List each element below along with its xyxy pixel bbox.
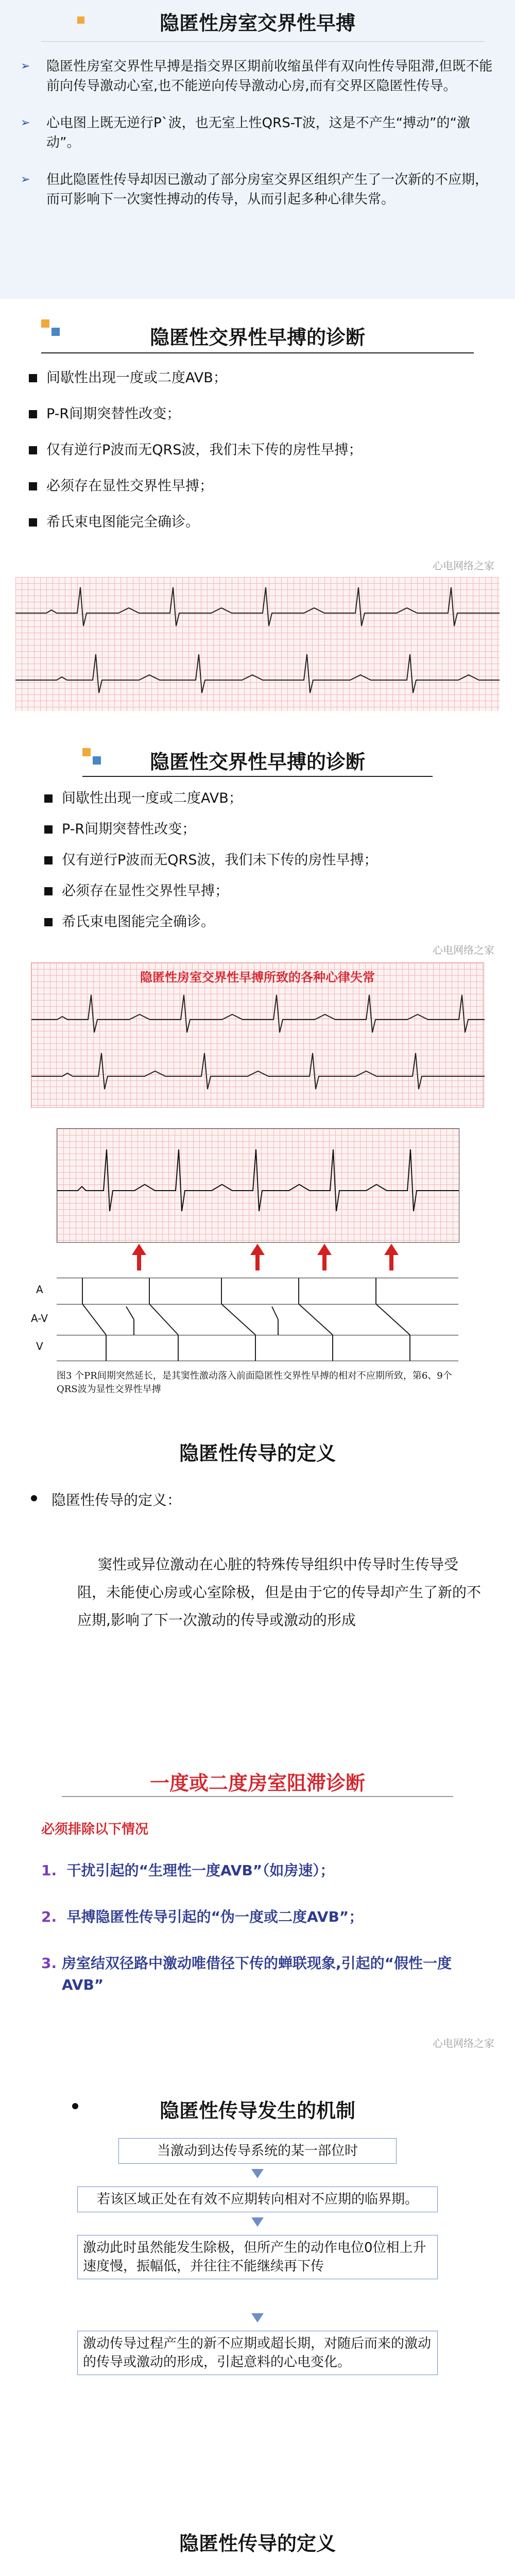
exclusion-item-text: 早搏隐匿性传导引起的“伪一度或二度AVB”； xyxy=(66,1908,364,1925)
s3-bullet xyxy=(62,880,484,903)
s1-bullet-2: 心电图上既无逆行P`波，也无室上性QRS-T波，这是不产生“搏动”的“激动”。 xyxy=(46,115,470,150)
ladder-label-av: A-V xyxy=(31,1312,48,1325)
slide-ladder-diagram xyxy=(0,1123,515,1412)
flow-arrow-icon xyxy=(251,2169,264,2178)
bullet-paragraph xyxy=(21,57,494,96)
exclusion-item-text: 房室结双径路中激动唯借径下传的蝉联现象,引起的“假性一度 AVB” xyxy=(62,1955,452,1993)
s3-bullet xyxy=(62,787,484,810)
watermark-text: 心电网络之家 xyxy=(433,560,494,572)
s2-bullet xyxy=(46,439,484,462)
ladder-lines xyxy=(57,1278,458,1361)
red-arrow-icon xyxy=(132,1244,146,1270)
s2-bullet-text: 间歇性出现一度或二度AVB； xyxy=(46,370,227,386)
flow-step: 激动此时虽然能发生除极，但所产生的动作电位0位相上升速度慢，振幅低，并往往不能继续再下传 xyxy=(77,2235,438,2279)
ladder-label-v: V xyxy=(36,1340,43,1352)
s2-bullet xyxy=(46,367,484,389)
arrow-bullet-icon: ➢ xyxy=(21,116,30,129)
exclusion-subtitle: 必须排除以下情况 xyxy=(41,1822,149,1837)
flow-arrow-icon xyxy=(251,2217,264,2227)
s2-bullet-text: 仅有逆行P波而无QRS波，我们未下传的房性早搏； xyxy=(46,442,363,458)
s3-bullet-text: 仅有逆行P波而无QRS波，我们未下传的房性早搏； xyxy=(62,852,378,868)
s3-bullet-text: P-R间期突替性改变； xyxy=(62,821,196,837)
s3-bullet-text: 必须存在显性交界性早搏； xyxy=(62,883,229,899)
watermark-text: 心电网络之家 xyxy=(433,2037,494,2049)
bullet-paragraph xyxy=(21,170,494,209)
slide3-title: 隐匿性交界性早搏的诊断 xyxy=(149,751,365,773)
ecg-strip-title: 隐匿性房室交界性早搏所致的各种心律失常 xyxy=(140,970,375,985)
watermark-text: 心电网络之家 xyxy=(433,944,494,956)
slide1-title: 隐匿性房室交界性早搏 xyxy=(159,12,355,35)
slide-concealed-conduction-def-1 xyxy=(0,1422,515,1741)
slide2-title: 隐匿性交界性早搏的诊断 xyxy=(149,326,365,349)
flow-step: 若该区域正处在有效不应期转向相对不应期的临界期。 xyxy=(77,2187,438,2212)
exclusion-item: 1. 干扰引起的“生理性一度AVB”（如房速）； xyxy=(41,1862,335,1879)
s2-bullet xyxy=(46,403,484,426)
s2-bullet-text: 必须存在显性交界性早搏； xyxy=(46,478,213,494)
slide5-title: 隐匿性传导的定义 xyxy=(179,1442,336,1465)
exclusion-item: 2. 早搏隐匿性传导引起的“伪一度或二度AVB”； xyxy=(41,1908,364,1925)
ecg-strip xyxy=(15,577,500,711)
exclusion-item-text: 干扰引起的“生理性一度AVB”（如房速）； xyxy=(66,1862,335,1879)
slide-hidden-junctional-premature xyxy=(0,0,515,299)
exclusion-item: 3. 房室结双径路中激动唯借径下传的蝉联现象,引起的“假性一度 AVB” xyxy=(41,1955,452,1993)
s1-bullet-1: 隐匿性房室交界性早搏是指交界区期前收缩虽伴有双向性传导阻滞,但既不能前向传导激动心室,也不能逆向传导激动心房,而有交界区隐匿性传导。 xyxy=(46,59,493,94)
flow-step: 激动传导过程产生的新不应期或超长期，对随后而来的激动的传导或激动的形成，引起意料的心电变化。 xyxy=(77,2331,438,2375)
flow-arrow-icon xyxy=(251,2313,264,2323)
slide-mechanism xyxy=(0,2081,515,2509)
slide6-title: 一度或二度房室阻滞诊断 xyxy=(149,1772,365,1794)
s2-bullet-text: 希氏束电图能完全确诊。 xyxy=(46,514,199,530)
definition-heading: 隐匿性传导的定义： xyxy=(52,1492,182,1509)
red-arrow-icon xyxy=(317,1244,332,1270)
slide-diagnosis-1 xyxy=(0,309,515,721)
definition-body: 窦性或异位激动在心脏的特殊传导组织中传导时生传导受阻，未能使心房或心室除极，但是由于它的传导却产生了新的不应期,影响了下一次激动的传导或激动的形成 xyxy=(77,1556,482,1629)
s2-bullet xyxy=(46,511,484,534)
red-arrow-icon xyxy=(250,1244,265,1270)
s3-bullet-text: 间歇性出现一度或二度AVB； xyxy=(62,790,243,806)
s2-bullet-text: P-R间期突替性改变； xyxy=(46,406,181,422)
ladder-label-a: A xyxy=(36,1283,43,1296)
arrow-bullet-icon: ➢ xyxy=(21,173,30,186)
s1-bullet-3: 但此隐匿性传导却因已激动了部分房室交界区组织产生了一次新的不应期，而可影响下一次窦性搏动的传导，从而引起多种心律失常。 xyxy=(46,172,489,207)
bullet-paragraph xyxy=(21,113,494,152)
slide-concealed-conduction-def-2 xyxy=(0,2514,515,2576)
ecg-trace xyxy=(15,577,500,711)
arrow-bullet-icon: ➢ xyxy=(21,60,30,73)
slide7-title: 隐匿性传导发生的机制 xyxy=(159,2099,355,2122)
red-arrows xyxy=(0,1243,515,1274)
ecg-strip xyxy=(57,1128,459,1243)
s3-bullet xyxy=(62,818,484,841)
s3-bullet-text: 希氏束电图能完全确诊。 xyxy=(62,914,215,930)
s2-bullet xyxy=(46,475,484,498)
slide8-title: 隐匿性传导的定义 xyxy=(179,2532,336,2555)
red-arrow-icon xyxy=(384,1244,399,1270)
ecg-strip xyxy=(31,962,484,1108)
figure-caption: 图3 个PR间期突然延长，是其窦性激动落入前面隐匿性交界性早搏的相对不应期所致，第6、9个QRS波为显性交界性早搏 xyxy=(57,1370,452,1395)
s3-bullet xyxy=(62,849,484,872)
slide-av-block-diagnosis xyxy=(0,1752,515,2061)
s3-bullet xyxy=(62,911,484,934)
flow-step: 当激动到达传导系统的某一部位时 xyxy=(118,2138,397,2164)
slide-diagnosis-2 xyxy=(0,742,515,1113)
ecg-trace xyxy=(57,1129,459,1242)
